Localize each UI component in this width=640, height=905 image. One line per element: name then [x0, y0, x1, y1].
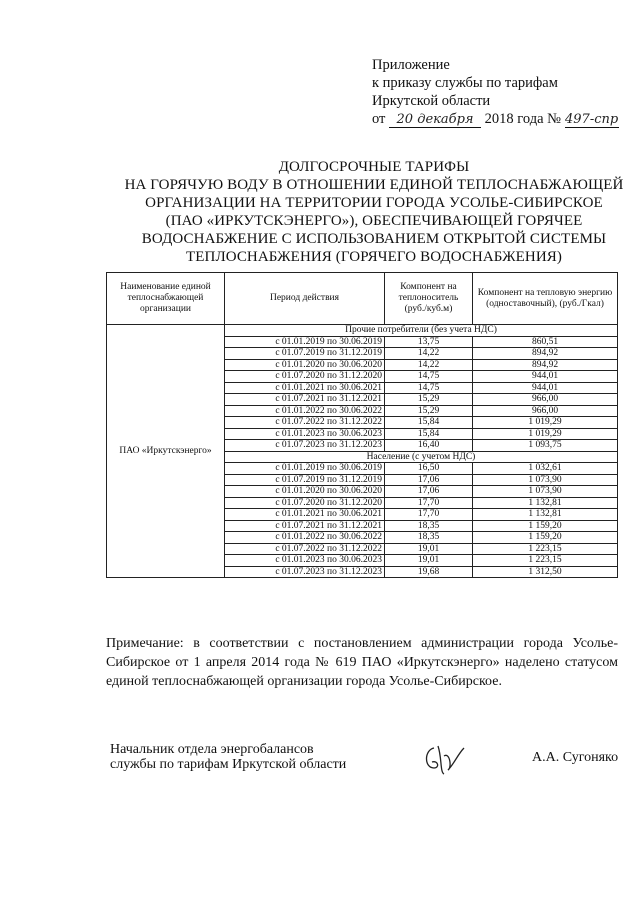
energy-cell: 966,00 — [473, 405, 618, 417]
energy-cell: 1 032,61 — [473, 463, 618, 475]
period-cell: с 01.01.2023 по 30.06.2023 — [225, 428, 385, 440]
group-label: Прочие потребители (без учета НДС) — [225, 325, 618, 337]
coolant-cell: 16,40 — [385, 440, 473, 452]
period-cell: с 01.07.2022 по 31.12.2022 — [225, 417, 385, 429]
energy-cell: 1 312,50 — [473, 566, 618, 578]
group-label: Население (с учетом НДС) — [225, 451, 618, 463]
coolant-cell: 17,06 — [385, 474, 473, 486]
period-cell: с 01.01.2023 по 30.06.2023 — [225, 555, 385, 567]
coolant-cell: 14,75 — [385, 382, 473, 394]
order-year: 2018 года № — [484, 111, 561, 127]
group-row — [107, 325, 618, 337]
energy-cell: 1 159,20 — [473, 532, 618, 544]
title-line: ТЕПЛОСНАБЖЕНИЯ (ГОРЯЧЕГО ВОДОСНАБЖЕНИЯ) — [185, 249, 562, 265]
energy-cell: 894,92 — [473, 359, 618, 371]
signer-title-line-2: службы по тарифам Иркутской области — [110, 757, 347, 772]
energy-cell: 1 132,81 — [473, 509, 618, 521]
energy-cell: 944,01 — [473, 382, 618, 394]
table-header-row — [107, 273, 618, 325]
appendix-line-1: Приложение — [372, 57, 450, 73]
coolant-cell: 16,50 — [385, 463, 473, 475]
appendix-block — [372, 56, 619, 128]
header-energy: Компонент на тепловую энергию (одноставочный), (руб./Гкал) — [473, 273, 618, 325]
title-line: (ПАО «ИРКУТСКЭНЕРГО»), ОБЕСПЕЧИВАЮЩЕЙ ГОРЯЧЕЕ — [165, 213, 583, 229]
period-cell: с 01.01.2019 по 30.06.2019 — [225, 463, 385, 475]
coolant-cell: 18,35 — [385, 520, 473, 532]
period-cell: с 01.01.2019 по 30.06.2019 — [225, 336, 385, 348]
energy-cell: 1 223,15 — [473, 543, 618, 555]
coolant-cell: 15,29 — [385, 405, 473, 417]
order-date-handwritten: 20 декабря — [389, 113, 481, 128]
tariff-table — [106, 272, 618, 578]
period-cell: с 01.01.2021 по 30.06.2021 — [225, 382, 385, 394]
document-title — [100, 158, 640, 266]
energy-cell: 1 019,29 — [473, 428, 618, 440]
org-name-cell: ПАО «Иркутскэнерго» — [107, 325, 225, 578]
tariff-table-body — [107, 325, 618, 578]
coolant-cell: 14,75 — [385, 371, 473, 383]
period-cell: с 01.07.2019 по 31.12.2019 — [225, 474, 385, 486]
signer-title-line-1: Начальник отдела энергобалансов — [110, 742, 314, 757]
energy-cell: 1 159,20 — [473, 520, 618, 532]
title-line: ОРГАНИЗАЦИИ НА ТЕРРИТОРИИ ГОРОДА УСОЛЬЕ-СИБИРСКОЕ — [145, 195, 603, 211]
coolant-cell: 15,84 — [385, 417, 473, 429]
period-cell: с 01.01.2020 по 30.06.2020 — [225, 486, 385, 498]
energy-cell: 894,92 — [473, 348, 618, 360]
energy-cell: 1 223,15 — [473, 555, 618, 567]
coolant-cell: 19,01 — [385, 555, 473, 567]
energy-cell: 1 019,29 — [473, 417, 618, 429]
period-cell: с 01.01.2020 по 30.06.2020 — [225, 359, 385, 371]
energy-cell: 1 073,90 — [473, 474, 618, 486]
energy-cell: 1 073,90 — [473, 486, 618, 498]
coolant-cell: 19,01 — [385, 543, 473, 555]
period-cell: с 01.07.2019 по 31.12.2019 — [225, 348, 385, 360]
signer-name: А.А. Сугоняко — [532, 750, 619, 765]
title-line: НА ГОРЯЧУЮ ВОДУ В ОТНОШЕНИИ ЕДИНОЙ ТЕПЛОСНАБЖАЮЩЕЙ — [124, 177, 624, 193]
appendix-line-3: Иркутской области — [372, 93, 491, 109]
appendix-line-2: к приказу службы по тарифам — [372, 75, 558, 91]
header-period: Период действия — [225, 273, 385, 325]
energy-cell: 1 132,81 — [473, 497, 618, 509]
order-line — [372, 110, 619, 128]
coolant-cell: 19,68 — [385, 566, 473, 578]
energy-cell: 944,01 — [473, 371, 618, 383]
signer-title — [110, 742, 346, 772]
period-cell: с 01.07.2023 по 31.12.2023 — [225, 440, 385, 452]
period-cell: с 01.07.2023 по 31.12.2023 — [225, 566, 385, 578]
note-paragraph: Примечание: в соответствии с постановлением администрации города Усолье-Сибирское от 1 апреля 2014 года № 619 ПАО «Иркутскэнерго» наделено статусом единой теплоснабжающей организации города Усолье-Сибирское. — [106, 636, 618, 689]
order-prefix: от — [372, 111, 386, 127]
energy-cell: 966,00 — [473, 394, 618, 406]
period-cell: с 01.07.2022 по 31.12.2022 — [225, 543, 385, 555]
period-cell: с 01.07.2020 по 31.12.2020 — [225, 371, 385, 383]
coolant-cell: 14,22 — [385, 359, 473, 371]
title-line: ДОЛГОСРОЧНЫЕ ТАРИФЫ — [278, 159, 470, 175]
coolant-cell: 17,70 — [385, 509, 473, 521]
title-line: ВОДОСНАБЖЕНИЕ С ИСПОЛЬЗОВАНИЕМ ОТКРЫТОЙ СИСТЕМЫ — [141, 231, 607, 247]
coolant-cell: 18,35 — [385, 532, 473, 544]
energy-cell: 860,51 — [473, 336, 618, 348]
handwritten-signature — [420, 738, 470, 778]
period-cell: с 01.07.2021 по 31.12.2021 — [225, 394, 385, 406]
period-cell: с 01.01.2022 по 30.06.2022 — [225, 532, 385, 544]
coolant-cell: 13,75 — [385, 336, 473, 348]
energy-cell: 1 093,75 — [473, 440, 618, 452]
coolant-cell: 15,84 — [385, 428, 473, 440]
header-org: Наименование единой теплоснабжающей организации — [107, 273, 225, 325]
coolant-cell: 17,70 — [385, 497, 473, 509]
coolant-cell: 14,22 — [385, 348, 473, 360]
coolant-cell: 17,06 — [385, 486, 473, 498]
period-cell: с 01.07.2020 по 31.12.2020 — [225, 497, 385, 509]
coolant-cell: 15,29 — [385, 394, 473, 406]
period-cell: с 01.01.2021 по 30.06.2021 — [225, 509, 385, 521]
period-cell: с 01.07.2021 по 31.12.2021 — [225, 520, 385, 532]
header-coolant: Компонент на теплоноситель (руб./куб.м) — [385, 273, 473, 325]
order-number-handwritten: 497-спр — [565, 112, 619, 127]
period-cell: с 01.01.2022 по 30.06.2022 — [225, 405, 385, 417]
